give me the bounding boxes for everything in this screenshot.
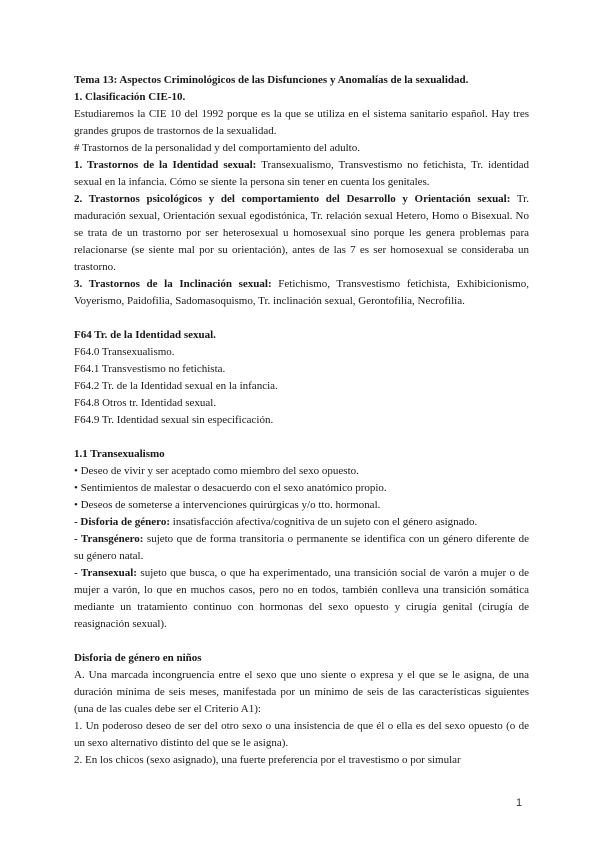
definition-label: - Transgénero: <box>74 533 144 545</box>
group-3-text: Fetichismo, Transvestismo fetichista, Exhibicionismo, Voyerismo, Paidofilia, Sadomasoquismo, Tr. inclinación sexual, Gerontofilia, Necrofilia. <box>74 278 529 307</box>
paragraph-group-3 <box>74 276 529 310</box>
definition-disforia <box>74 514 529 531</box>
spacer <box>74 633 529 650</box>
definition-transgenero <box>74 531 529 565</box>
definition-text: sujeto que de forma transitoria o permanente se identifica con un género diferente de su género natal. <box>74 533 529 562</box>
page-number: 1 <box>516 797 523 809</box>
definition-transexual <box>74 565 529 633</box>
section-heading-clasificacion: 1. Clasificación CIE-10. <box>74 91 186 103</box>
definition-label: - Transexual: <box>74 567 137 579</box>
list-item-f64-0: F64.0 Transexualismo. <box>74 346 175 358</box>
definition-label: - Disforia de género: <box>74 516 171 528</box>
list-item-f64-1: F64.1 Transvestismo no fetichista. <box>74 363 226 375</box>
criterion-a: A. Una marcada incongruencia entre el sexo que uno siente o expresa y el que se le asigna, de una duración mínima de seis meses, manifestada por un mínimo de seis de las características siguientes (una de las cuales debe ser el Criterio A1): <box>74 669 529 715</box>
bullet-item: • Deseos de someterse a intervenciones quirúrgicas y/o tto. hormonal. <box>74 499 381 511</box>
criterion-a1: 1. Un poderoso deseo de ser del otro sexo o una insistencia de que él o ella es del sexo opuesto (o de un sexo alternativo distinto del que se le asigna). <box>74 720 529 749</box>
list-item-f64-9: F64.9 Tr. Identidad sexual sin especificación. <box>74 414 274 426</box>
group-1-text: Transexualismo, Transvestismo no fetichista, Tr. identidad sexual en la infancia. Cómo se siente la persona sin tener en cuenta los genitales. <box>74 159 530 188</box>
group-2-text: Tr. maduración sexual, Orientación sexual egodistónica, Tr. relación sexual Hetero, Homo o Bisexual. No se trata de un trastorno por ser heterosexual u homosexual sino porque les genera problemas para relacionarse (se siente mal por su orientación), antes de las 7 es ser homosexual se consideraba un trastorno. <box>74 193 529 273</box>
group-2-label: 2. Trastornos psicológicos y del comportamiento del Desarrollo y Orientación sexual: <box>74 193 511 205</box>
paragraph-note: # Trastornos de la personalidad y del comportamiento del adulto. <box>74 142 360 154</box>
list-item-f64-2: F64.2 Tr. de la Identidad sexual en la infancia. <box>74 380 278 392</box>
bullet-item: • Deseo de vivir y ser aceptado como miembro del sexo opuesto. <box>74 465 359 477</box>
section-heading-f64: F64 Tr. de la Identidad sexual. <box>74 329 216 341</box>
definition-text: sujeto que busca, o que ha experimentado, una transición social de varón a mujer o de mujer a varón, lo que en muchos casos, pero no en todos, también conlleva una transición somática mediante un tratamiento continuo con hormonas del sexo opuesto y cirugía genital (cirugía de reasignación sexual). <box>74 567 529 630</box>
paragraph-intro: Estudiaremos la CIE 10 del 1992 porque es la que se utiliza en el sistema sanitario español. Hay tres grandes grupos de trastornos de la sexualidad. <box>74 108 529 137</box>
document-page <box>74 72 529 769</box>
spacer <box>74 429 529 446</box>
group-3-label: 3. Trastornos de la Inclinación sexual: <box>74 278 272 290</box>
group-1-label: 1. Trastornos de la Identidad sexual: <box>74 159 257 171</box>
paragraph-group-1 <box>74 157 529 191</box>
bullet-item: • Sentimientos de malestar o desacuerdo con el sexo anatómico propio. <box>74 482 387 494</box>
list-item-f64-8: F64.8 Otros tr. Identidad sexual. <box>74 397 217 409</box>
criterion-a2: 2. En los chicos (sexo asignado), una fuerte preferencia por el travestismo o por simular <box>74 754 461 766</box>
document-title: Tema 13: Aspectos Criminológicos de las Disfunciones y Anomalías de la sexualidad. <box>74 74 469 86</box>
definition-text: insatisfacción afectiva/cognitiva de un sujeto con el género asignado. <box>170 516 478 528</box>
paragraph-group-2 <box>74 191 529 276</box>
section-heading-transexualismo: 1.1 Transexualismo <box>74 448 165 460</box>
spacer <box>74 310 529 327</box>
section-heading-disforia-ninos: Disforia de género en niños <box>74 652 202 664</box>
